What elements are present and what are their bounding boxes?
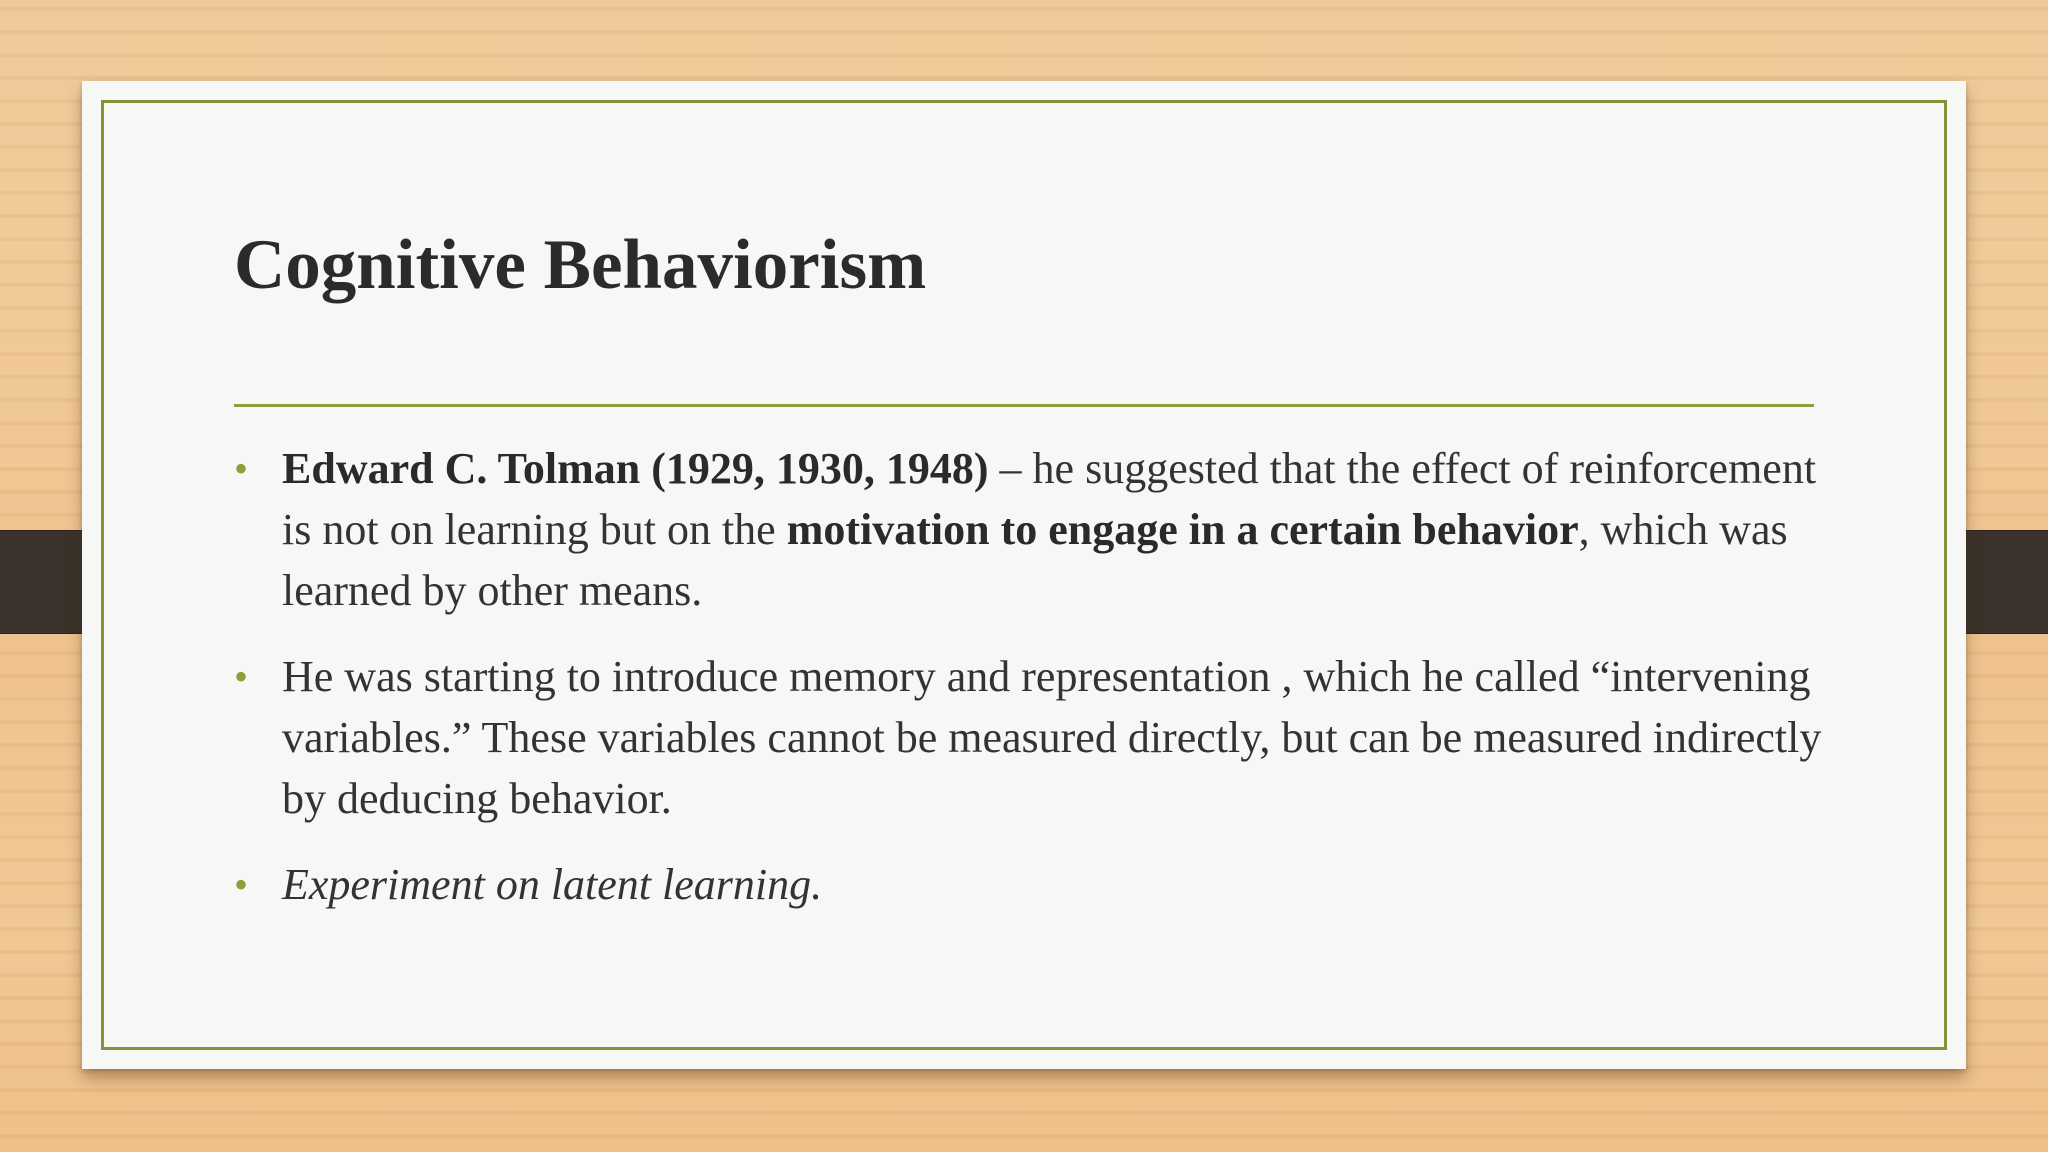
bullet-item-intervening-variables bbox=[234, 646, 1834, 829]
bullet-dot-icon: • bbox=[234, 446, 249, 491]
bullet-dot-icon: • bbox=[234, 862, 249, 907]
bullet-text-italic: Experiment on latent learning. bbox=[282, 860, 823, 909]
bullet-list bbox=[234, 438, 1834, 940]
bullet-text: , which was learned by other means. bbox=[282, 505, 1788, 615]
bullet-text: – he suggested that the effect of reinforcement is not on learning but on the bbox=[282, 444, 1817, 554]
bullet-item-latent-learning bbox=[234, 854, 1834, 915]
bullet-dot-icon: • bbox=[234, 654, 249, 699]
title-divider bbox=[234, 404, 1814, 407]
bullet-text-bold: Edward C. Tolman (1929, 1930, 1948) bbox=[282, 444, 989, 493]
slide-title: Cognitive Behaviorism bbox=[234, 226, 927, 304]
bullet-item-tolman bbox=[234, 438, 1834, 621]
bullet-text-bold: motivation to engage in a certain behavior bbox=[786, 505, 1579, 554]
bullet-text: He was starting to introduce memory and representation , which he called “intervening variables.” These variables cannot be measured directly, but can be measured indirectly by deducing behavior. bbox=[282, 652, 1822, 823]
